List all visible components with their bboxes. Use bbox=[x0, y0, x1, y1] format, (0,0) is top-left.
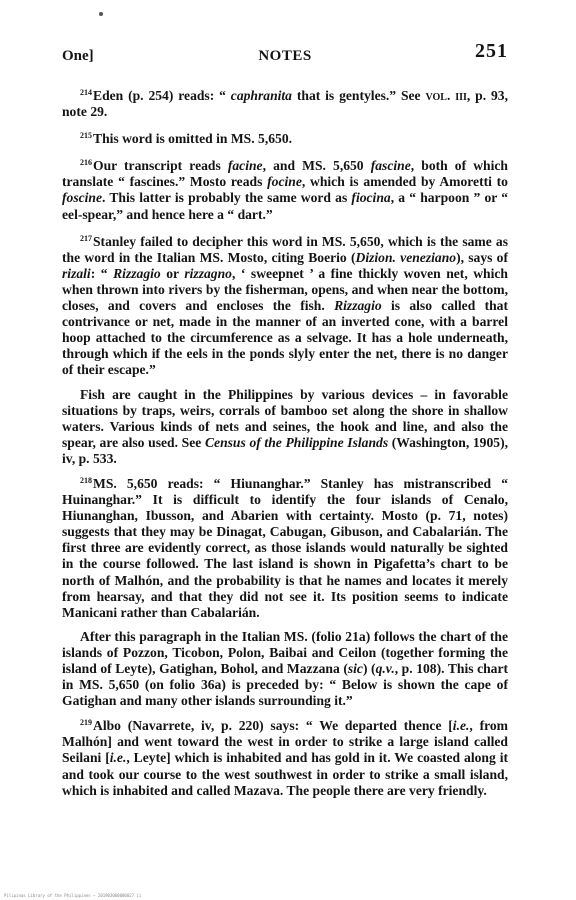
note-text: Our transcript reads facine, and MS. 5,650 fascine, both of which translate “ fascines.” Mosto reads focine, which is amended by Amoretti to foscine. This latter is probably the same word as fiocina, a “ harpoon ” or “ eel-spear,” and hence here a “ dart.” bbox=[62, 158, 508, 222]
footnote-215 bbox=[62, 128, 508, 147]
note-text: After this paragraph in the Italian MS. (folio 21a) follows the chart of the islands of Pozzon, Ticobon, Polon, Baibai and Ceilon (together forming the island of Leyte), Gatighan, Bohol, and Mazzana (sic) (q.v., p. 108). This chart in MS. 5,650 (on folio 36a) is preceded by: “ Below is shown the cape of Gatighan and many other islands surrounding it.” bbox=[62, 628, 509, 709]
page-speck bbox=[99, 12, 103, 16]
header-title: NOTES bbox=[258, 48, 312, 64]
scan-footer: Pilipinas Library of the Philippines — 201903060000027 ii bbox=[4, 893, 142, 898]
header-chapter: One] bbox=[62, 48, 94, 64]
footnote-number: 217 bbox=[80, 233, 92, 243]
footnote-218 bbox=[62, 473, 508, 621]
note-text: Stanley failed to decipher this word in MS. 5,650, which is the same as the word in the Italian MS. Mosto, citing Boerio (Dizion. veneziano), says of rizali: “ Rizzagio or rizzagno, ‘ sweepnet ’ a fine thickly woven net, which when thrown into rivers by the fisherman, opens, and when near the bottom, closes, and covers and encloses the fish. Rizzagio is also called that contrivance or net, made in the manner of an inverted cone, with a barrel hoop attached to the circumference as a selvage. It has a hole underneath, through which if the eels in the ponds slyly enter the net, there is no danger of their escape.” bbox=[62, 233, 509, 378]
running-header bbox=[62, 40, 508, 66]
note-paragraph bbox=[62, 387, 508, 467]
footnote-214 bbox=[62, 85, 508, 120]
footnote-219 bbox=[62, 715, 508, 798]
footnote-216 bbox=[62, 155, 508, 222]
note-text: MS. 5,650 reads: “ Hiunanghar.” Stanley has mistranscribed “ Huinanghar.” It is difficult to identify the four islands of Cenalo, Hiunanghan, Ibusson, and Abarien with certainty. Mosto (p. 71, notes) suggests that they may be Dinagat, Cabugan, Gibuson, and Cabalarián. The first three are evidently correct, as those islands would naturally be sighted in the course followed. The last island is shown in Pigafetta’s chart to be north of Malhón, and the probability is that he names and locates it merely from hearsay, and that they did not see it. Its position seems to indicate Manicani rather than Cabalarián. bbox=[62, 475, 508, 620]
note-text: Albo (Navarrete, iv, p. 220) says: “ We departed thence [i.e., from Malhón] and went toward the west in order to strike a large island called Seilani [i.e., Leyte] which is inhabited and has gold in it. We coasted along it and took our course to the west southwest in order to strike a small island, which is inhabited and called Mazava. The people there are very friendly. bbox=[62, 718, 509, 798]
note-text: Eden (p. 254) reads: “ caphranita that is gentyles.” See vol. iii, p. 93, note 29. bbox=[62, 88, 508, 120]
note-paragraph bbox=[62, 629, 508, 709]
footnote-number: 215 bbox=[80, 131, 92, 141]
footnote-number: 216 bbox=[80, 158, 92, 168]
note-text: Fish are caught in the Philippines by various devices – in favorable situations by traps, weirs, corrals of bamboo set along the shore in shallow waters. Various kinds of nets and seines, the hook and line, and also the spear, are also used. See Census of the Philippine Islands (Washington, 1905), iv, p. 533. bbox=[62, 386, 508, 466]
page-number: 251 bbox=[475, 40, 508, 62]
footnote-217 bbox=[62, 231, 508, 379]
note-text: This word is omitted in MS. 5,650. bbox=[93, 131, 293, 147]
notes-body bbox=[62, 85, 508, 807]
footnote-number: 214 bbox=[80, 88, 92, 97]
footnote-number: 219 bbox=[80, 718, 92, 728]
footnote-number: 218 bbox=[80, 475, 92, 485]
